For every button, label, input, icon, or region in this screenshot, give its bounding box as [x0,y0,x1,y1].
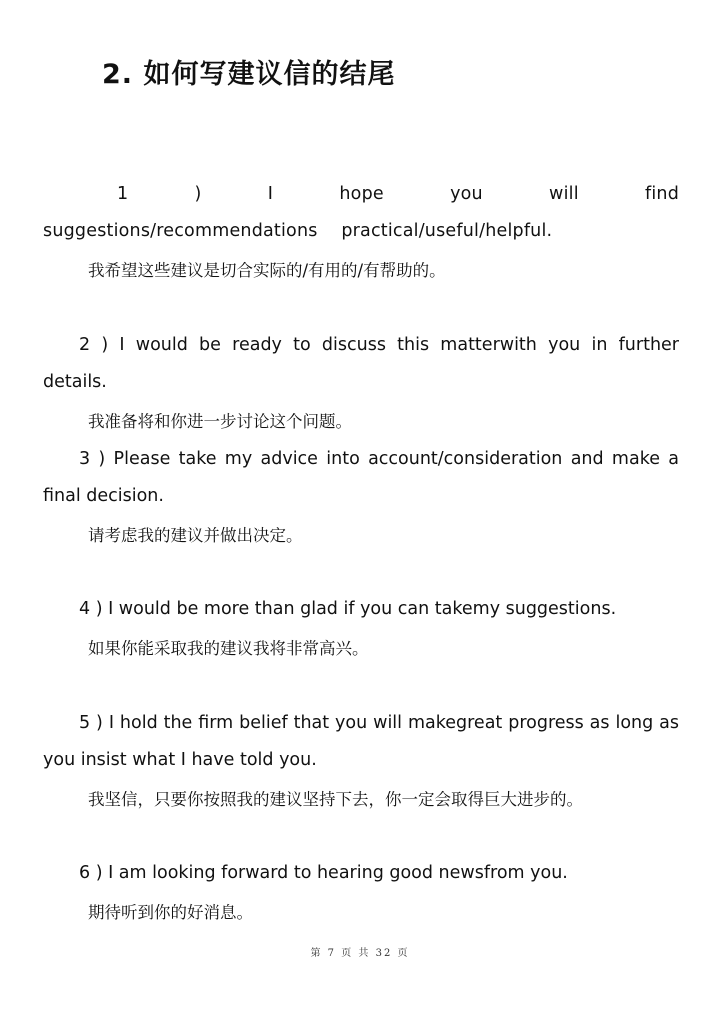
suggestion-item-2 [43,327,679,435]
chinese-translation: 请考虑我的建议并做出决定。 [88,526,303,545]
english-sentence: 6 ) I am looking forward to hearing good newsfrom you. [79,863,568,883]
page-number-footer: 第 7 页 共 32 页 [310,948,410,959]
suggestion-item-1 [43,176,679,284]
english-sentence: 5 ) I hold the firm belief that you will makegreat progress as long as you insist what I have told you. [43,713,679,770]
chinese-translation: 我希望这些建议是切合实际的/有用的/有帮助的。 [88,261,446,280]
english-sentence: 4 ) I would be more than glad if you can takemy suggestions. [79,599,617,619]
chinese-translation: 我坚信，只要你按照我的建议坚持下去，你一定会取得巨大进步的。 [88,790,583,809]
suggestion-item-3 [43,441,679,549]
english-sentence: 1 ) I hope you will find suggestions/recommendations practical/useful/helpful. [43,184,679,241]
suggestion-item-5 [43,705,679,813]
chinese-translation: 期待听到你的好消息。 [88,903,253,922]
chinese-translation: 如果你能采取我的建议我将非常高兴。 [88,639,369,658]
english-sentence: 3 ) Please take my advice into account/consideration and make a final decision. [43,449,679,506]
chinese-translation: 我准备将和你进一步讨论这个问题。 [88,412,352,431]
english-sentence: 2 ) I would be ready to discuss this matterwith you in further details. [43,335,679,392]
suggestion-item-6 [43,855,679,926]
suggestion-item-4 [43,591,679,662]
page-heading: 2. 如何写建议信的结尾 [102,59,396,90]
